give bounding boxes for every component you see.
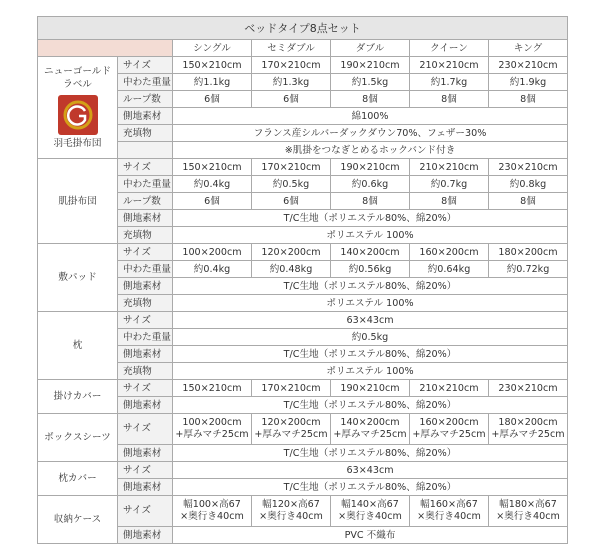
value-cell: 150×210cm — [173, 380, 252, 397]
table-row — [38, 295, 568, 312]
attribute-label: 側地素材 — [118, 397, 173, 414]
value-cell: 120×200cm +厚みマチ25cm — [252, 414, 331, 445]
value-cell: 190×210cm — [331, 159, 410, 176]
value-cell: 170×210cm — [252, 57, 331, 74]
value-cell: 120×200cm — [252, 244, 331, 261]
value-cell: 170×210cm — [252, 380, 331, 397]
size-header: ダブル — [331, 40, 410, 57]
value-cell: 8個 — [331, 193, 410, 210]
size-header-row — [38, 40, 568, 57]
table-row — [38, 462, 568, 479]
value-cell: 8個 — [410, 91, 489, 108]
value-cell-span: 63×43cm — [173, 312, 568, 329]
value-cell: 幅100×高67 ×奥行き40cm — [173, 496, 252, 527]
attribute-label: 側地素材 — [118, 527, 173, 544]
value-cell: 約0.48kg — [252, 261, 331, 278]
value-cell-span: T/C生地（ポリエステル80%、綿20%） — [173, 210, 568, 227]
value-cell-span: ポリエステル 100% — [173, 295, 568, 312]
value-cell: 約0.4kg — [173, 261, 252, 278]
attribute-label: サイズ — [118, 380, 173, 397]
value-cell: 160×200cm +厚みマチ25cm — [410, 414, 489, 445]
value-cell: 約0.4kg — [173, 176, 252, 193]
attribute-label: 中わた重量 — [118, 176, 173, 193]
attribute-label: 中わた重量 — [118, 74, 173, 91]
value-cell: 6個 — [252, 91, 331, 108]
value-cell: 230×210cm — [489, 159, 568, 176]
table-row — [38, 445, 568, 462]
value-cell-span: フランス産シルバーダックダウン70%、フェザー30% — [173, 125, 568, 142]
table-row — [38, 527, 568, 544]
spec-table — [37, 16, 568, 544]
value-cell: 8個 — [489, 193, 568, 210]
attribute-label: 側地素材 — [118, 445, 173, 462]
attribute-label: 側地素材 — [118, 278, 173, 295]
value-cell-span: T/C生地（ポリエステル80%、綿20%） — [173, 397, 568, 414]
gold-label-logo-icon — [58, 95, 98, 135]
table-row — [38, 496, 568, 527]
size-header: キング — [489, 40, 568, 57]
value-cell: 230×210cm — [489, 380, 568, 397]
table-row — [38, 227, 568, 244]
value-cell-span: ※肌掛をつなぎとめるホックバンド付き — [173, 142, 568, 159]
table-row — [38, 329, 568, 346]
attribute-label: サイズ — [118, 159, 173, 176]
table-row — [38, 176, 568, 193]
header-corner — [38, 40, 173, 57]
value-cell: 6個 — [173, 193, 252, 210]
product-cell — [38, 414, 118, 462]
value-cell: 約1.7kg — [410, 74, 489, 91]
size-header: クイーン — [410, 40, 489, 57]
table-title: ベッドタイプ8点セット — [38, 17, 568, 40]
value-cell-span: T/C生地（ポリエステル80%、綿20%） — [173, 445, 568, 462]
table-row — [38, 414, 568, 445]
table-row — [38, 363, 568, 380]
attribute-label: サイズ — [118, 414, 173, 445]
attribute-label: 側地素材 — [118, 479, 173, 496]
value-cell: 約1.5kg — [331, 74, 410, 91]
attribute-label: サイズ — [118, 462, 173, 479]
attribute-label: 中わた重量 — [118, 329, 173, 346]
attribute-label — [118, 142, 173, 159]
table-row — [38, 397, 568, 414]
value-cell: 6個 — [252, 193, 331, 210]
value-cell: 8個 — [410, 193, 489, 210]
attribute-label: 充填物 — [118, 125, 173, 142]
value-cell: 約0.8kg — [489, 176, 568, 193]
value-cell: 8個 — [331, 91, 410, 108]
attribute-label: 充填物 — [118, 227, 173, 244]
table-row — [38, 142, 568, 159]
product-cell — [38, 57, 118, 159]
value-cell: 幅160×高67 ×奥行き40cm — [410, 496, 489, 527]
attribute-label: ループ数 — [118, 91, 173, 108]
value-cell: 8個 — [489, 91, 568, 108]
value-cell: 幅120×高67 ×奥行き40cm — [252, 496, 331, 527]
product-name: 枕カバー — [58, 473, 97, 484]
attribute-label: サイズ — [118, 312, 173, 329]
value-cell-span: T/C生地（ポリエステル80%、綿20%） — [173, 346, 568, 363]
product-subname: 羽毛掛布団 — [53, 138, 102, 149]
product-cell — [38, 244, 118, 312]
value-cell-span: 綿100% — [173, 108, 568, 125]
product-name: ニューゴールド ラベル — [44, 66, 111, 90]
product-name: 肌掛布団 — [58, 195, 97, 207]
value-cell-span: PVC 不織布 — [173, 527, 568, 544]
table-row — [38, 244, 568, 261]
product-name: 敷パッド — [58, 272, 97, 283]
value-cell: 約1.9kg — [489, 74, 568, 91]
product-cell — [38, 462, 118, 496]
value-cell: 150×210cm — [173, 159, 252, 176]
table-row — [38, 159, 568, 176]
value-cell: 6個 — [173, 91, 252, 108]
value-cell: 約0.6kg — [331, 176, 410, 193]
table-row — [38, 380, 568, 397]
value-cell: 幅140×高67 ×奥行き40cm — [331, 496, 410, 527]
value-cell: 180×200cm +厚みマチ25cm — [489, 414, 568, 445]
attribute-label: ループ数 — [118, 193, 173, 210]
value-cell: 140×200cm +厚みマチ25cm — [331, 414, 410, 445]
table-row — [38, 125, 568, 142]
value-cell: 約0.72kg — [489, 261, 568, 278]
value-cell: 約0.64kg — [410, 261, 489, 278]
value-cell-span: 約0.5kg — [173, 329, 568, 346]
product-cell — [38, 380, 118, 414]
value-cell: 100×200cm — [173, 244, 252, 261]
value-cell: 約0.56kg — [331, 261, 410, 278]
size-header: セミダブル — [252, 40, 331, 57]
table-row — [38, 91, 568, 108]
value-cell: 210×210cm — [410, 380, 489, 397]
attribute-label: サイズ — [118, 496, 173, 527]
value-cell: 約1.1kg — [173, 74, 252, 91]
attribute-label: 充填物 — [118, 363, 173, 380]
value-cell: 約0.5kg — [252, 176, 331, 193]
attribute-label: サイズ — [118, 244, 173, 261]
table-row — [38, 278, 568, 295]
value-cell: 190×210cm — [331, 380, 410, 397]
table-row — [38, 479, 568, 496]
table-row — [38, 57, 568, 74]
attribute-label: 側地素材 — [118, 346, 173, 363]
attribute-label: 側地素材 — [118, 210, 173, 227]
value-cell: 210×210cm — [410, 159, 489, 176]
table-row — [38, 108, 568, 125]
value-cell: 180×200cm — [489, 244, 568, 261]
product-cell — [38, 312, 118, 380]
attribute-label: サイズ — [118, 57, 173, 74]
attribute-label: 充填物 — [118, 295, 173, 312]
value-cell: 160×200cm — [410, 244, 489, 261]
value-cell-span: T/C生地（ポリエステル80%、綿20%） — [173, 479, 568, 496]
product-name: 掛けカバー — [53, 391, 102, 402]
value-cell: 100×200cm +厚みマチ25cm — [173, 414, 252, 445]
title-row — [38, 17, 568, 40]
table-row — [38, 346, 568, 363]
value-cell: 約0.7kg — [410, 176, 489, 193]
table-row — [38, 312, 568, 329]
table-row — [38, 74, 568, 91]
product-name: ボックスシーツ — [44, 431, 111, 443]
product-cell — [38, 159, 118, 244]
size-header: シングル — [173, 40, 252, 57]
value-cell: 約1.3kg — [252, 74, 331, 91]
value-cell-span: ポリエステル 100% — [173, 363, 568, 380]
product-name: 収納ケース — [53, 513, 102, 525]
table-row — [38, 261, 568, 278]
value-cell: 210×210cm — [410, 57, 489, 74]
value-cell: 幅180×高67 ×奥行き40cm — [489, 496, 568, 527]
product-name: 枕 — [72, 340, 83, 351]
attribute-label: 側地素材 — [118, 108, 173, 125]
value-cell-span: ポリエステル 100% — [173, 227, 568, 244]
table-row — [38, 210, 568, 227]
value-cell: 230×210cm — [489, 57, 568, 74]
value-cell: 140×200cm — [331, 244, 410, 261]
attribute-label: 中わた重量 — [118, 261, 173, 278]
value-cell-span: 63×43cm — [173, 462, 568, 479]
value-cell: 170×210cm — [252, 159, 331, 176]
product-cell — [38, 496, 118, 544]
value-cell-span: T/C生地（ポリエステル80%、綿20%） — [173, 278, 568, 295]
table-row — [38, 193, 568, 210]
value-cell: 150×210cm — [173, 57, 252, 74]
value-cell: 190×210cm — [331, 57, 410, 74]
